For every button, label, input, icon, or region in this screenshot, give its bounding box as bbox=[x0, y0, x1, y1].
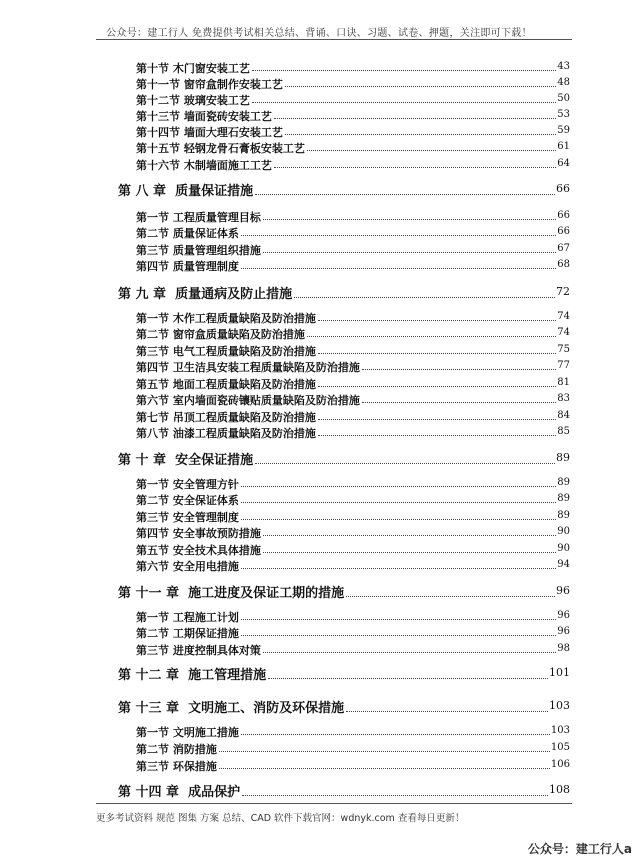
dot-leader bbox=[346, 711, 548, 712]
toc-entry-title: 卫生洁具安装工程质量缺陷及防治措施 bbox=[172, 361, 360, 374]
toc-entry-number: 第四节 bbox=[136, 260, 169, 273]
toc-chapter-entry[interactable] bbox=[0, 664, 638, 682]
toc-entry-label bbox=[118, 449, 253, 468]
dot-leader bbox=[219, 768, 550, 769]
toc-page-number: 66 bbox=[557, 210, 570, 221]
toc-entry-label bbox=[136, 140, 305, 156]
toc-page-number: 43 bbox=[557, 61, 570, 72]
toc-entry-title: 质量保证措施 bbox=[175, 184, 254, 199]
toc-entry-number: 第二节 bbox=[136, 627, 169, 640]
toc-entry-title: 施工管理措施 bbox=[188, 668, 267, 683]
toc-page-number: 103 bbox=[550, 725, 570, 736]
toc-entry-title: 墙面瓷砖安装工艺 bbox=[183, 110, 272, 123]
toc-entry-label bbox=[136, 758, 217, 774]
toc-entry-title: 室内墙面瓷砖镶贴质量缺陷及防治措施 bbox=[172, 394, 360, 407]
toc-page-number: 84 bbox=[557, 410, 570, 421]
dot-leader bbox=[263, 552, 556, 553]
toc-chapter-entry[interactable] bbox=[0, 582, 638, 600]
toc-entry-title: 安全管理方针 bbox=[172, 478, 239, 491]
toc-page-number: 108 bbox=[549, 783, 570, 796]
toc-page-number: 96 bbox=[557, 626, 570, 637]
toc-entry-number: 第 十三 章 bbox=[118, 701, 180, 716]
toc-entry-number: 第十三节 bbox=[136, 110, 180, 123]
dot-leader bbox=[274, 118, 556, 119]
toc-entry-title: 窗帘盒制作安装工艺 bbox=[183, 78, 283, 91]
toc-page-number: 50 bbox=[557, 93, 570, 104]
toc-entry-number: 第六节 bbox=[136, 560, 169, 573]
toc-chapter-entry[interactable] bbox=[0, 449, 638, 467]
toc-entry-number: 第三节 bbox=[136, 760, 169, 773]
toc-entry-title: 安全保证措施 bbox=[175, 453, 254, 468]
toc-page-number: 96 bbox=[556, 584, 570, 597]
dot-leader bbox=[268, 678, 548, 679]
toc-entry-number: 第二节 bbox=[136, 227, 169, 240]
watermark: 公众号：建工行人a bbox=[527, 842, 632, 856]
toc-entry-label bbox=[136, 359, 360, 375]
toc-page-number: 89 bbox=[557, 493, 570, 504]
toc-entry-title: 吊顶工程质量缺陷及防治措施 bbox=[172, 411, 316, 424]
toc-entry-title: 电气工程质量缺陷及防治措施 bbox=[172, 345, 316, 358]
dot-leader bbox=[263, 219, 556, 220]
dot-leader bbox=[252, 70, 556, 71]
dot-leader bbox=[318, 435, 556, 436]
toc-section-entry[interactable] bbox=[0, 256, 638, 274]
toc-chapter-entry[interactable] bbox=[0, 283, 638, 301]
dot-leader bbox=[241, 235, 556, 236]
toc-entry-number: 第十二节 bbox=[136, 94, 180, 107]
toc-page-number: 98 bbox=[557, 643, 570, 654]
toc-entry-label bbox=[136, 724, 239, 740]
toc-section-entry[interactable] bbox=[0, 223, 638, 241]
toc-page-number: 53 bbox=[557, 109, 570, 120]
toc-page-number: 83 bbox=[557, 393, 570, 404]
toc-entry-title: 墙面大理石安装工艺 bbox=[183, 126, 283, 139]
toc-section-entry[interactable] bbox=[0, 155, 638, 173]
toc-page-number: 74 bbox=[557, 311, 570, 322]
toc-entry-number: 第二节 bbox=[136, 743, 169, 756]
toc-page-number: 74 bbox=[557, 327, 570, 338]
toc-entry-label bbox=[136, 741, 217, 757]
toc-entry-label bbox=[136, 258, 239, 274]
toc-section-entry[interactable] bbox=[0, 640, 638, 658]
dot-leader bbox=[318, 353, 556, 354]
toc-entry-title: 木门窗安装工艺 bbox=[172, 62, 250, 75]
toc-page-number: 59 bbox=[557, 125, 570, 136]
toc-entry-title: 质量保证体系 bbox=[172, 227, 239, 240]
toc-entry-number: 第四节 bbox=[136, 527, 169, 540]
toc-page-number: 85 bbox=[557, 426, 570, 437]
dot-leader bbox=[255, 194, 555, 195]
toc-entry-number: 第七节 bbox=[136, 411, 169, 424]
toc-entry-title: 工程施工计划 bbox=[172, 611, 239, 624]
dot-leader bbox=[307, 336, 556, 337]
toc-entry-title: 质量管理组织措施 bbox=[172, 244, 261, 257]
toc-page-number: 94 bbox=[557, 559, 570, 570]
toc-page-number: 89 bbox=[557, 477, 570, 488]
toc-entry-title: 安全事故预防措施 bbox=[172, 527, 261, 540]
toc-chapter-entry[interactable] bbox=[0, 781, 638, 799]
dot-leader bbox=[252, 102, 556, 103]
toc-page-number: 89 bbox=[557, 510, 570, 521]
toc-page-number: 90 bbox=[557, 526, 570, 537]
page-header: 公众号：建工行人 免费提供考试相关总结、背诵、口诀、习题、试卷、押题，关注即可下载！ bbox=[106, 28, 532, 39]
toc-entry-title: 质量通病及防止措施 bbox=[175, 287, 293, 302]
toc-entry-title: 木制墙面施工工艺 bbox=[183, 159, 272, 172]
dot-leader bbox=[294, 297, 555, 298]
toc-entry-title: 安全保证体系 bbox=[172, 494, 239, 507]
toc-entry-number: 第八节 bbox=[136, 427, 169, 440]
toc-entry-number: 第六节 bbox=[136, 394, 169, 407]
toc-entry-number: 第五节 bbox=[136, 378, 169, 391]
dot-leader bbox=[241, 568, 556, 569]
toc-entry-label bbox=[118, 781, 240, 800]
toc-entry-label bbox=[136, 525, 261, 541]
toc-entry-label bbox=[136, 326, 305, 342]
toc-entry-label bbox=[136, 558, 239, 574]
toc-page-number: 90 bbox=[557, 543, 570, 554]
toc-entry-title: 轻钢龙骨石膏板安装工艺 bbox=[183, 142, 305, 155]
toc-entry-number: 第三节 bbox=[136, 345, 169, 358]
toc-section-entry[interactable] bbox=[0, 324, 638, 342]
dot-leader bbox=[318, 320, 556, 321]
header-rule bbox=[96, 39, 572, 40]
toc-entry-number: 第 十一 章 bbox=[118, 586, 180, 601]
dot-leader bbox=[219, 751, 550, 752]
toc-entry-number: 第 十四 章 bbox=[118, 785, 180, 800]
page-footer: 更多考试资料 规范 图集 方案 总结、CAD 软件下载官网：wdnyk.com 查看每日更新！ bbox=[96, 813, 465, 824]
toc-entry-number: 第四节 bbox=[136, 361, 169, 374]
toc-entry-title: 施工进度及保证工期的措施 bbox=[188, 586, 345, 601]
toc-page-number: 105 bbox=[550, 742, 570, 753]
dot-leader bbox=[241, 734, 550, 735]
dot-leader bbox=[241, 635, 556, 636]
toc-page-number: 72 bbox=[556, 285, 570, 298]
dot-leader bbox=[346, 596, 555, 597]
toc-section-entry[interactable] bbox=[0, 556, 638, 574]
toc-chapter-entry[interactable] bbox=[0, 697, 638, 715]
toc-section-entry[interactable] bbox=[0, 523, 638, 541]
toc-entry-number: 第一节 bbox=[136, 611, 169, 624]
toc-entry-title: 玻璃安装工艺 bbox=[183, 94, 250, 107]
toc-entry-label bbox=[136, 425, 316, 441]
toc-entry-label bbox=[136, 492, 239, 508]
dot-leader bbox=[318, 386, 556, 387]
toc-entry-title: 环保措施 bbox=[172, 760, 217, 773]
toc-section-entry[interactable] bbox=[0, 390, 638, 408]
toc-entry-number: 第 九 章 bbox=[118, 287, 167, 302]
toc-entry-number: 第十节 bbox=[136, 62, 169, 75]
toc-entry-title: 质量管理制度 bbox=[172, 260, 239, 273]
dot-leader bbox=[285, 134, 556, 135]
toc-entry-number: 第三节 bbox=[136, 244, 169, 257]
toc-entry-number: 第一节 bbox=[136, 211, 169, 224]
toc-page-number: 77 bbox=[557, 360, 570, 371]
dot-leader bbox=[362, 402, 556, 403]
dot-leader bbox=[241, 486, 556, 487]
toc-section-entry[interactable] bbox=[0, 722, 638, 740]
toc-section-entry[interactable] bbox=[0, 490, 638, 508]
dot-leader bbox=[241, 519, 556, 520]
toc-page-number: 96 bbox=[557, 610, 570, 621]
toc-entry-title: 工期保证措施 bbox=[172, 627, 239, 640]
toc-entry-title: 地面工程质量缺陷及防治措施 bbox=[172, 378, 316, 391]
toc-entry-label bbox=[136, 625, 239, 641]
footer-rule bbox=[96, 803, 572, 804]
toc-page-number: 106 bbox=[550, 759, 570, 770]
toc-entry-title: 成品保护 bbox=[188, 785, 241, 800]
toc-entry-number: 第一节 bbox=[136, 312, 169, 325]
toc-entry-label bbox=[136, 225, 239, 241]
dot-leader bbox=[241, 268, 556, 269]
dot-leader bbox=[255, 463, 555, 464]
toc-page-number: 68 bbox=[557, 259, 570, 270]
toc-page-number: 66 bbox=[556, 182, 570, 195]
toc-entry-title: 消防措施 bbox=[172, 743, 217, 756]
toc-entry-label bbox=[136, 642, 261, 658]
toc-entry-label bbox=[118, 180, 253, 199]
toc-entry-number: 第三节 bbox=[136, 511, 169, 524]
dot-leader bbox=[307, 150, 556, 151]
toc-entry-title: 安全技术具体措施 bbox=[172, 544, 261, 557]
toc-page-number: 103 bbox=[549, 699, 570, 712]
toc-page-number: 64 bbox=[557, 158, 570, 169]
toc-entry-label bbox=[136, 157, 272, 173]
toc-entry-label bbox=[118, 664, 266, 683]
toc-page-number: 67 bbox=[557, 243, 570, 254]
toc-entry-number: 第 十二 章 bbox=[118, 668, 180, 683]
toc-entry-title: 安全管理制度 bbox=[172, 511, 239, 524]
toc-page-number: 66 bbox=[557, 226, 570, 237]
dot-leader bbox=[274, 167, 556, 168]
toc-page-number: 61 bbox=[557, 141, 570, 152]
toc-entry-number: 第一节 bbox=[136, 478, 169, 491]
toc-entry-number: 第三节 bbox=[136, 644, 169, 657]
toc-page-number: 75 bbox=[557, 344, 570, 355]
toc-section-entry[interactable] bbox=[0, 423, 638, 441]
toc-page-number: 48 bbox=[557, 77, 570, 88]
toc-entry-number: 第 十 章 bbox=[118, 453, 167, 468]
toc-entry-number: 第十五节 bbox=[136, 142, 180, 155]
toc-entry-number: 第一节 bbox=[136, 726, 169, 739]
toc-page-number: 81 bbox=[557, 377, 570, 388]
toc-entry-number: 第十一节 bbox=[136, 78, 180, 91]
toc-entry-number: 第二节 bbox=[136, 494, 169, 507]
toc-entry-title: 油漆工程质量缺陷及防治措施 bbox=[172, 427, 316, 440]
toc-section-entry[interactable] bbox=[0, 756, 638, 774]
dot-leader bbox=[263, 252, 556, 253]
dot-leader bbox=[285, 86, 556, 87]
dot-leader bbox=[241, 502, 556, 503]
dot-leader bbox=[362, 369, 556, 370]
toc-section-entry[interactable] bbox=[0, 623, 638, 641]
toc-entry-number: 第五节 bbox=[136, 544, 169, 557]
toc-entry-number: 第十四节 bbox=[136, 126, 180, 139]
toc-entry-number: 第二节 bbox=[136, 328, 169, 341]
toc-entry-title: 木作工程质量缺陷及防治措施 bbox=[172, 312, 316, 325]
dot-leader bbox=[263, 535, 556, 536]
dot-leader bbox=[318, 419, 556, 420]
dot-leader bbox=[242, 795, 548, 796]
dot-leader bbox=[241, 619, 556, 620]
toc-entry-label bbox=[136, 392, 360, 408]
toc-entry-title: 工程质量管理目标 bbox=[172, 211, 261, 224]
toc-section-entry[interactable] bbox=[0, 739, 638, 757]
toc-entry-number: 第十六节 bbox=[136, 159, 180, 172]
toc-page-number: 89 bbox=[556, 451, 570, 464]
toc-entry-title: 窗帘盒质量缺陷及防治措施 bbox=[172, 328, 305, 341]
toc-entry-title: 进度控制具体对策 bbox=[172, 644, 261, 657]
toc-section-entry[interactable] bbox=[0, 138, 638, 156]
toc-section-entry[interactable] bbox=[0, 357, 638, 375]
toc-chapter-entry[interactable] bbox=[0, 180, 638, 198]
toc-entry-title: 文明施工措施 bbox=[172, 726, 239, 739]
toc-entry-number: 第 八 章 bbox=[118, 184, 167, 199]
toc-entry-label bbox=[118, 283, 292, 302]
dot-leader bbox=[263, 652, 556, 653]
toc-entry-title: 安全用电措施 bbox=[172, 560, 239, 573]
toc-entry-title: 文明施工、消防及环保措施 bbox=[188, 701, 345, 716]
toc-entry-label bbox=[118, 697, 344, 716]
toc-entry-label bbox=[118, 582, 344, 601]
toc-page-number: 101 bbox=[549, 666, 570, 679]
